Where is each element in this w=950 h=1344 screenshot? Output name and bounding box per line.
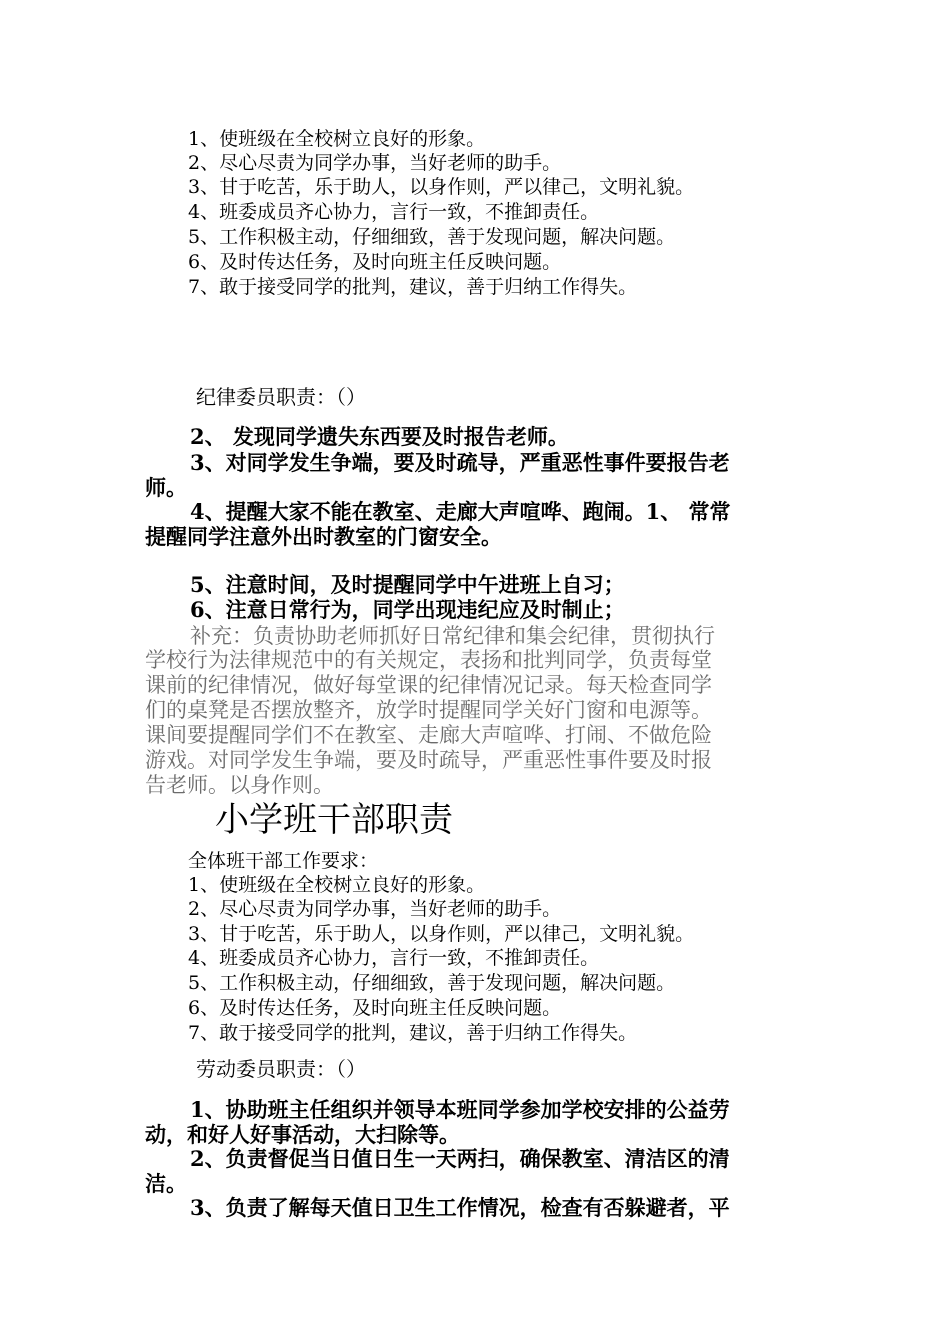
discipline-line: 4、提醒大家不能在教室、走廊大声喧哗、跑闹。1、 常常 bbox=[190, 499, 731, 524]
discipline-line: 提醒同学注意外出时教室的门窗安全。 bbox=[145, 524, 502, 549]
list-item: 5、工作积极主动，仔细细致，善于发现问题，解决问题。 bbox=[188, 226, 676, 248]
labor-line: 3、负责了解每天值日卫生工作情况，检查有否躲避者，平 bbox=[190, 1195, 730, 1220]
labor-line: 洁。 bbox=[145, 1171, 187, 1196]
supplement-line: 游戏。对同学发生争端，要及时疏导，严重恶性事件要及时报 bbox=[145, 748, 712, 772]
supplement-line: 告老师。以身作则。 bbox=[145, 773, 334, 797]
list-item: 5、工作积极主动，仔细细致，善于发现问题，解决问题。 bbox=[188, 972, 676, 994]
discipline-line: 3、对同学发生争端，要及时疏导，严重恶性事件要报告老 bbox=[190, 450, 730, 475]
list-item: 6、及时传达任务，及时向班主任反映问题。 bbox=[188, 251, 562, 273]
supplement-line: 课间要提醒同学们不在教室、走廊大声喧哗、打闹、不做危险 bbox=[145, 723, 712, 747]
list-item: 1、使班级在全校树立良好的形象。 bbox=[188, 874, 486, 896]
discipline-line: 5、注意时间，及时提醒同学中午进班上自习； bbox=[190, 572, 625, 597]
list-item: 4、班委成员齐心协力，言行一致，不推卸责任。 bbox=[188, 947, 600, 969]
list-item: 7、敢于接受同学的批判，建议，善于归纳工作得失。 bbox=[188, 276, 638, 298]
discipline-line: 2、 发现同学遗失东西要及时报告老师。 bbox=[190, 424, 569, 449]
labor-line: 动，和好人好事活动，大扫除等。 bbox=[145, 1122, 460, 1147]
section-subtitle: 全体班干部工作要求： bbox=[188, 850, 379, 872]
list-item: 1、使班级在全校树立良好的形象。 bbox=[188, 128, 486, 150]
labor-heading: 劳动委员职责：（） bbox=[196, 1057, 366, 1081]
supplement-line: 们的桌凳是否摆放整齐，放学时提醒同学关好门窗和电源等。 bbox=[145, 698, 712, 722]
supplement-line: 课前的纪律情况，做好每堂课的纪律情况记录。每天检查同学 bbox=[145, 673, 712, 697]
page-title: 小学班干部职责 bbox=[215, 800, 453, 840]
supplement-line: 补充：负责协助老师抓好日常纪律和集会纪律，贯彻执行 bbox=[190, 624, 715, 648]
discipline-line: 师。 bbox=[145, 475, 187, 500]
discipline-line: 6、注意日常行为，同学出现违纪应及时制止； bbox=[190, 597, 625, 622]
list-item: 6、及时传达任务，及时向班主任反映问题。 bbox=[188, 997, 562, 1019]
list-item: 2、尽心尽责为同学办事，当好老师的助手。 bbox=[188, 152, 562, 174]
list-item: 3、甘于吃苦，乐于助人，以身作则，严以律己，文明礼貌。 bbox=[188, 923, 695, 945]
discipline-heading: 纪律委员职责：（） bbox=[196, 385, 366, 409]
list-item: 7、敢于接受同学的批判，建议，善于归纳工作得失。 bbox=[188, 1022, 638, 1044]
list-item: 4、班委成员齐心协力，言行一致，不推卸责任。 bbox=[188, 201, 600, 223]
list-item: 2、尽心尽责为同学办事，当好老师的助手。 bbox=[188, 898, 562, 920]
list-item: 3、甘于吃苦，乐于助人，以身作则，严以律己，文明礼貌。 bbox=[188, 176, 695, 198]
labor-line: 1、协助班主任组织并领导本班同学参加学校安排的公益劳 bbox=[190, 1097, 730, 1122]
supplement-line: 学校行为法律规范中的有关规定，表扬和批判同学，负责每堂 bbox=[145, 648, 712, 672]
labor-line: 2、负责督促当日值日生一天两扫，确保教室、清洁区的清 bbox=[190, 1146, 730, 1171]
